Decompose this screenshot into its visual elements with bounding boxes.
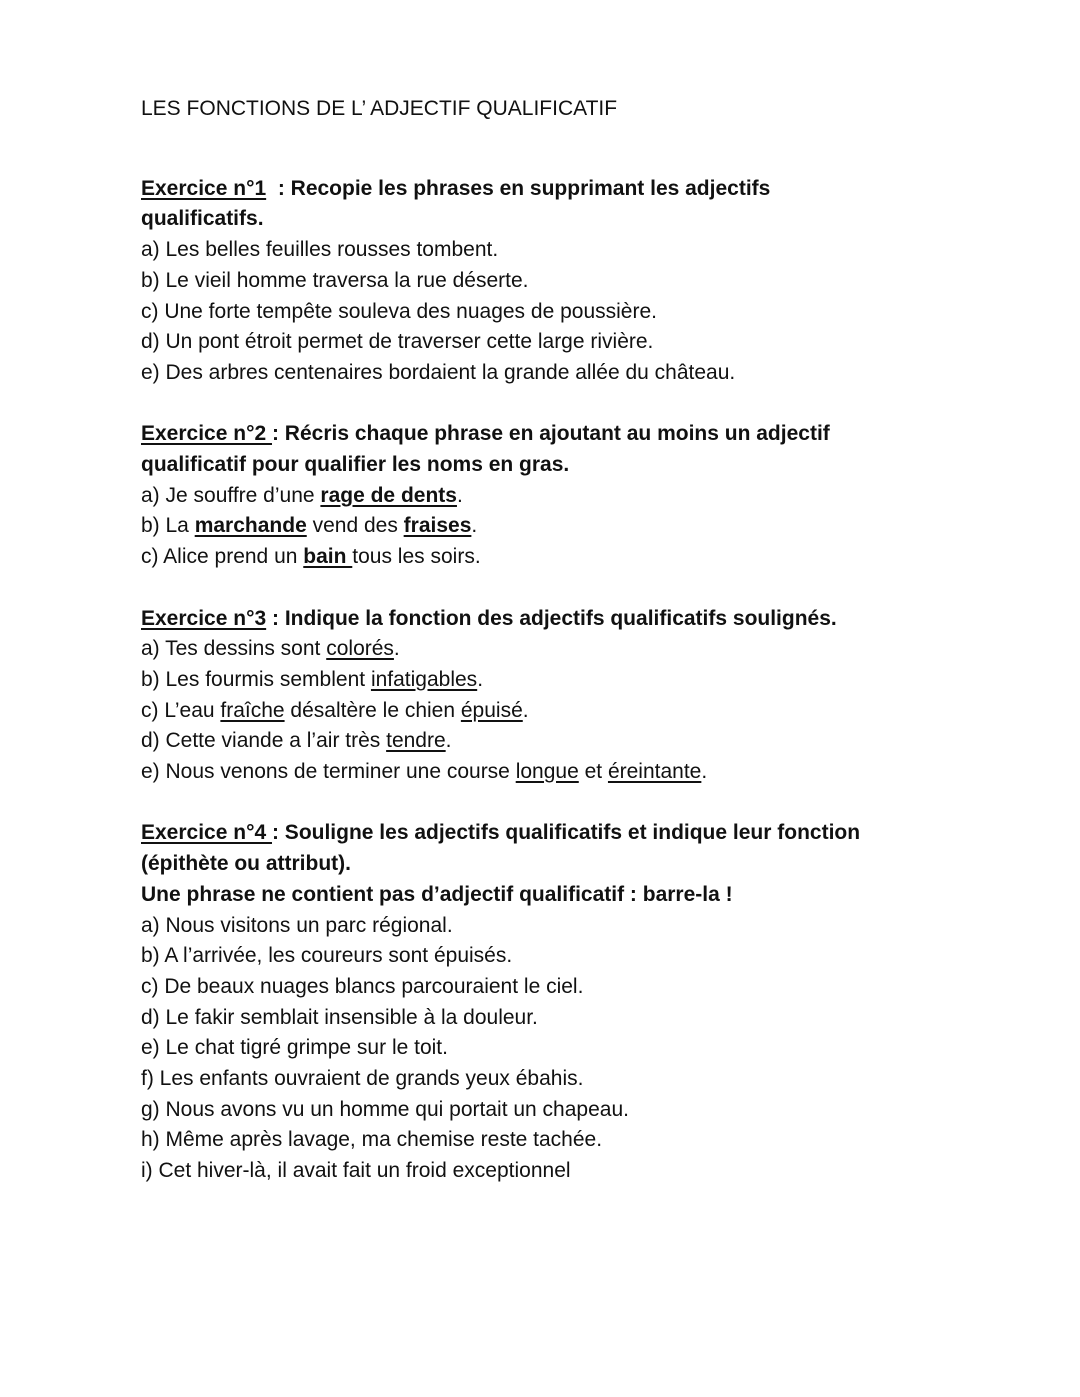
text-segment: e) Nous venons de terminer une course <box>141 760 516 784</box>
exercise-sentence <box>141 1125 981 1156</box>
text-segment: tous les soirs. <box>352 545 481 569</box>
text-segment: a) Tes dessins sont <box>141 637 327 661</box>
text-segment: b) Le vieil homme traversa la rue déserte. <box>141 268 529 292</box>
exercise-sentence <box>141 757 981 788</box>
exercise-sentence <box>141 1003 981 1034</box>
exercise-label: Exercice n°1 <box>141 176 267 200</box>
underlined-word: tendre <box>386 729 446 753</box>
text-segment: i) Cet hiver-là, il avait fait un froid exceptionnel <box>141 1159 571 1183</box>
exercise-sentence <box>141 634 981 665</box>
exercise-sentence <box>141 665 981 696</box>
exercise-1 <box>141 174 981 389</box>
exercise-instruction <box>141 818 981 849</box>
text-segment: . <box>393 637 400 661</box>
text-segment: . <box>445 729 452 753</box>
exercise-sentence <box>141 235 981 266</box>
text-segment: . <box>456 483 463 507</box>
text-segment: c) Une forte tempête souleva des nuages de poussière. <box>141 299 657 323</box>
exercise-label: Exercice n°2 <box>141 422 272 446</box>
exercise-label: fraises <box>403 514 472 538</box>
text-segment: : Indique la fonction des adjectifs qualificatifs soulignés. <box>266 606 837 630</box>
text-segment: . <box>522 698 529 722</box>
exercise-sentence <box>141 1033 981 1064</box>
text-segment: désaltère le chien <box>284 698 461 722</box>
exercise-instruction <box>141 174 981 205</box>
text-segment: e) Le chat tigré grimpe sur le toit. <box>141 1036 448 1060</box>
exercise-sentence <box>141 1095 981 1126</box>
exercise-sentence <box>141 1156 981 1187</box>
text-segment: a) Nous visitons un parc régional. <box>141 913 453 937</box>
text-segment: h) Même après lavage, ma chemise reste tachée. <box>141 1128 603 1152</box>
text-segment: a) Je souffre d’une <box>141 483 321 507</box>
exercise-sentence <box>141 481 981 512</box>
exercise-sentence <box>141 1064 981 1095</box>
exercise-sentence <box>141 542 981 573</box>
text-segment: . <box>471 514 478 538</box>
text-segment: . <box>701 760 708 784</box>
exercise-sentence <box>141 327 981 358</box>
underlined-word: infatigables <box>370 667 478 691</box>
exercise-instruction <box>141 849 981 880</box>
text-segment: . <box>477 667 484 691</box>
text-segment: : Souligne les adjectifs qualificatifs et indique leur fonction <box>271 821 861 845</box>
exercise-instruction <box>141 604 981 635</box>
exercise-label: bain <box>303 545 353 569</box>
exercise-sentence <box>141 941 981 972</box>
exercise-instruction <box>141 880 981 911</box>
text-segment: qualificatif pour qualifier les noms en gras. <box>141 453 570 476</box>
text-segment: e) Des arbres centenaires bordaient la grande allée du château. <box>141 360 736 384</box>
exercise-4 <box>141 818 981 1186</box>
exercise-instruction <box>141 419 981 450</box>
underlined-word: éreintante <box>607 760 702 784</box>
text-segment: vend des <box>306 514 404 538</box>
text-segment: : Recopie les phrases en supprimant les adjectifs <box>266 176 771 200</box>
text-segment: qualificatifs. <box>141 207 264 231</box>
text-segment: b) La <box>141 514 195 538</box>
text-segment: b) A l’arrivée, les coureurs sont épuisés. <box>141 944 513 968</box>
underlined-word: longue <box>515 760 579 784</box>
document-page <box>141 94 981 1218</box>
exercise-sentence <box>141 696 981 727</box>
text-segment: c) Alice prend un <box>141 545 304 569</box>
text-segment: f) Les enfants ouvraient de grands yeux ébahis. <box>141 1067 584 1091</box>
text-segment: (épithète ou attribut). <box>141 852 351 876</box>
underlined-word: épuisé <box>460 698 523 722</box>
exercise-sentence <box>141 297 981 328</box>
text-segment: a) Les belles feuilles rousses tombent. <box>141 238 499 262</box>
exercise-label: rage de dents <box>320 483 457 507</box>
exercise-2 <box>141 419 981 573</box>
exercise-label: Exercice n°3 <box>141 606 267 630</box>
text-segment: b) Les fourmis semblent <box>141 667 371 691</box>
text-segment: d) Le fakir semblait insensible à la douleur. <box>141 1005 538 1029</box>
exercise-label: marchande <box>194 514 307 538</box>
exercise-sentence <box>141 266 981 297</box>
exercise-sentence <box>141 911 981 942</box>
exercise-label: Exercice n°4 <box>141 821 272 845</box>
text-segment: : Récris chaque phrase en ajoutant au moins un adjectif <box>271 422 830 446</box>
text-segment: d) Cette viande a l’air très <box>141 729 387 753</box>
underlined-word: colorés <box>326 637 394 661</box>
exercise-3 <box>141 604 981 788</box>
text-segment: g) Nous avons vu un homme qui portait un chapeau. <box>141 1097 629 1121</box>
underlined-word: fraîche <box>220 698 285 722</box>
exercise-sentence <box>141 726 981 757</box>
exercise-sentence <box>141 972 981 1003</box>
text-segment: Une phrase ne contient pas d’adjectif qualificatif : barre-la ! <box>141 882 733 906</box>
exercise-sentence <box>141 358 981 389</box>
text-segment: c) L’eau <box>141 698 221 722</box>
text-segment: d) Un pont étroit permet de traverser cette large rivière. <box>141 330 654 354</box>
exercise-instruction <box>141 204 981 235</box>
text-segment: et <box>578 760 608 784</box>
exercise-list <box>141 174 981 1187</box>
exercise-sentence <box>141 511 981 542</box>
exercise-instruction <box>141 450 981 481</box>
document-title: LES FONCTIONS DE L’ ADJECTIF QUALIFICATIF <box>141 97 618 120</box>
text-segment: c) De beaux nuages blancs parcouraient le ciel. <box>141 974 584 998</box>
